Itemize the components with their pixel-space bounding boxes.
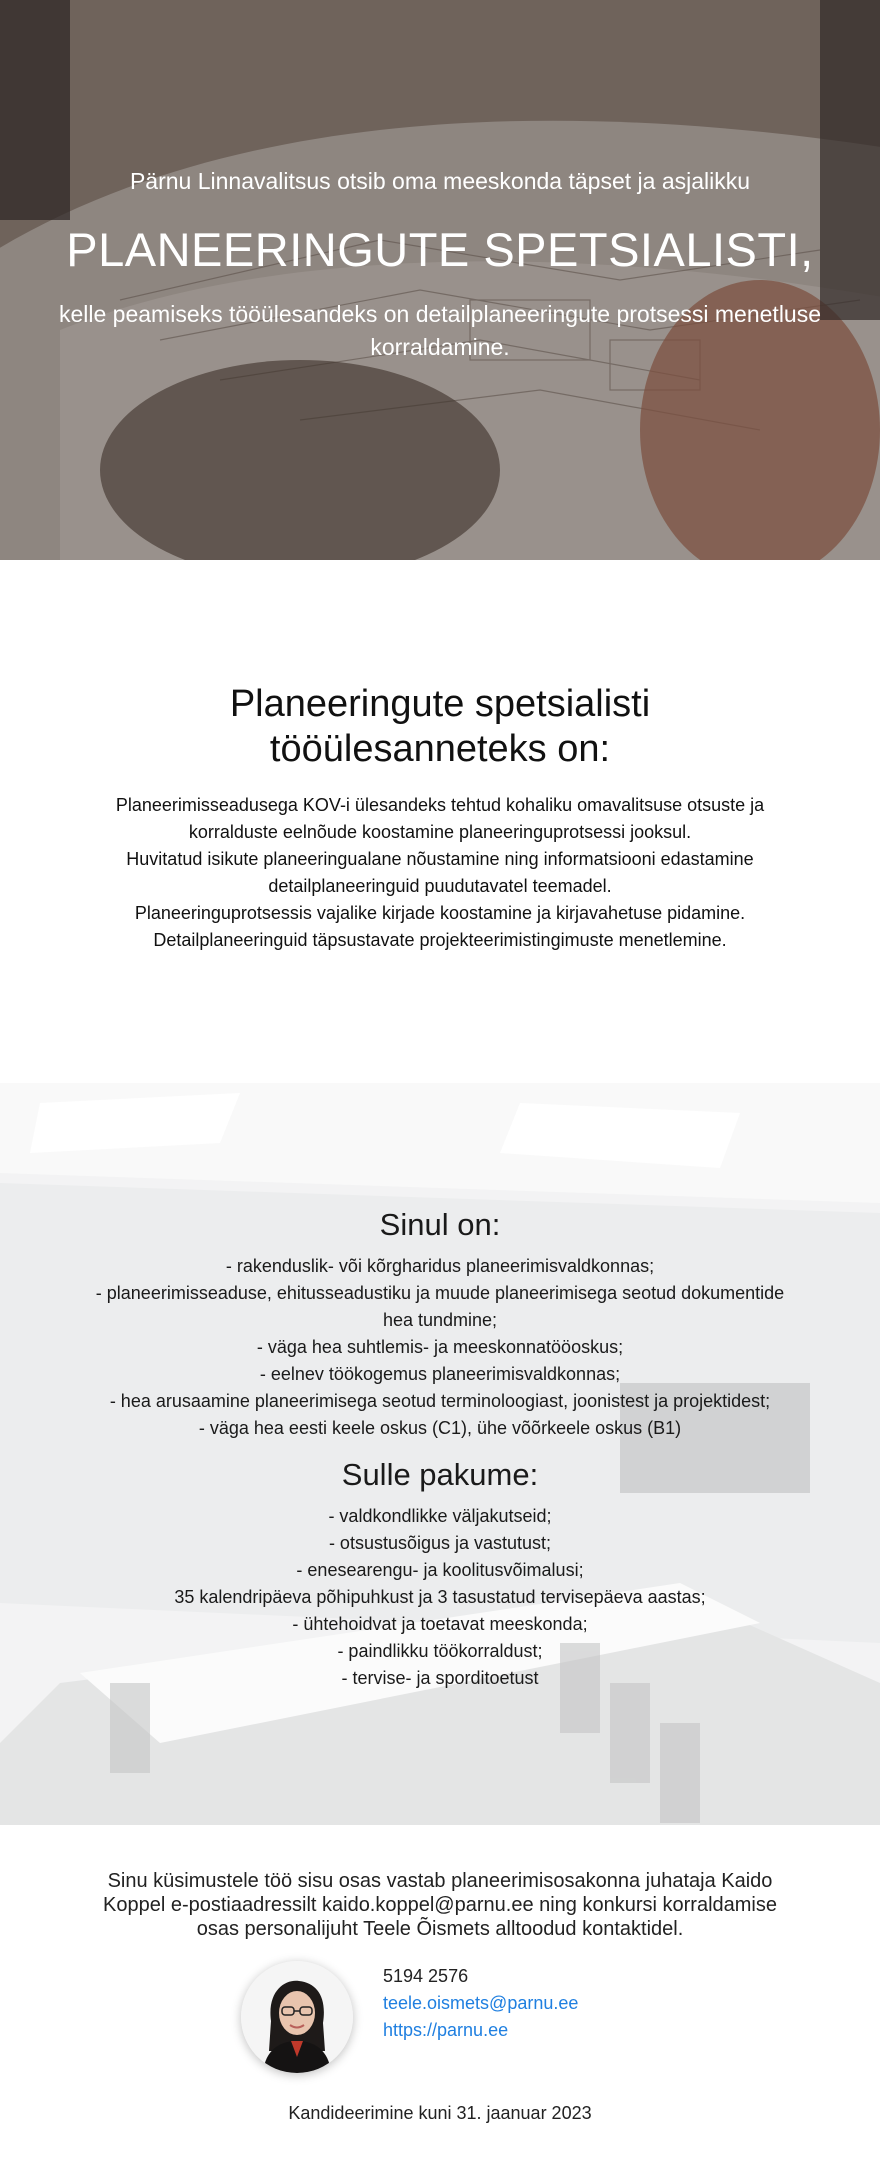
duty-item: Huvitatud isikute planeeringualane nõustamine ning informatsiooni edastamine detailplaneeringuid puudutavatel teemadel. [126, 849, 754, 896]
hero-content [0, 0, 880, 560]
duties-heading-line2: tööülesanneteks on: [269, 728, 611, 770]
contact-details [383, 1963, 578, 2044]
duty-item: Detailplaneeringuid täpsustavate projekteerimistingimuste menetlemine. [153, 930, 727, 950]
requirement-item: - eelnev töökogemus planeerimisvaldkonnas; [259, 1364, 621, 1384]
benefits-list [90, 1503, 790, 1692]
requirements-benefits-section [0, 1083, 880, 1825]
benefit-item: - paindlikku töökorraldust; [337, 1641, 543, 1661]
requirement-item: - rakenduslik- või kõrgharidus planeerimisvaldkonnas; [225, 1256, 655, 1276]
requirement-item: - väga hea suhtlemis- ja meeskonnatööoskus; [256, 1337, 624, 1357]
avatar [241, 1961, 353, 2073]
benefit-item: - tervise- ja sporditoetust [341, 1668, 539, 1688]
hero-subtitle: kelle peamiseks tööülesandeks on detailplaneeringute protsessi menetluse korraldamine. [58, 301, 822, 360]
duties-heading-line1: Planeeringute spetsialisti [229, 683, 651, 725]
offer-overlay [0, 1083, 880, 1825]
requirements-heading: Sinul on: [379, 1207, 501, 1242]
duty-item: Planeeringuprotsessis vajalike kirjade koostamine ja kirjavahetuse pidamine. [134, 903, 746, 923]
benefits-heading: Sulle pakume: [341, 1457, 539, 1492]
contact-text: Sinu küsimustele töö sisu osas vastab planeerimisosakonna juhataja Kaido Koppel e-postiaadressilt kaido.koppel@parnu.ee ning konkursi korraldamise osas personalijuht Teele Õismets alltoodud kontaktidel. [102, 1870, 777, 1940]
hero-kicker: Pärnu Linnavalitsus otsib oma meeskonda täpset ja asjalikku [129, 168, 751, 194]
duties-list [105, 792, 775, 954]
application-deadline: Kandideerimine kuni 31. jaanuar 2023 [288, 2103, 592, 2123]
requirement-item: - hea arusaamine planeerimisega seotud terminoloogiast, joonistest ja projektidest; [109, 1391, 771, 1411]
requirement-item: - väga hea eesti keele oskus (C1), ühe võõrkeele oskus (B1) [198, 1418, 682, 1438]
contact-email-link[interactable]: teele.oismets@parnu.ee [383, 1993, 579, 2013]
contact-website-link[interactable]: https://parnu.ee [383, 2020, 509, 2040]
requirement-item: - planeerimisseaduse, ehitusseadustiku ja muude planeerimisega seotud dokumentide hea tundmine; [95, 1283, 785, 1330]
duties-section [0, 560, 880, 1083]
contact-person-portrait [241, 1961, 353, 2073]
benefit-item: 35 kalendripäeva põhipuhkust ja 3 tasustatud tervisepäeva aastas; [174, 1587, 706, 1607]
hero-title: PLANEERINGUTE SPETSIALISTI, [66, 223, 814, 276]
duties-heading [0, 682, 880, 772]
hero-banner [0, 0, 880, 560]
duty-item: Planeerimisseadusega KOV-i ülesandeks tehtud kohaliku omavalitsuse otsuste ja korralduste eelnõude koostamine planeeringuprotsessi jooksul. [115, 795, 765, 842]
benefit-item: - valdkondlikke väljakutseid; [328, 1506, 552, 1526]
contact-section [0, 1825, 880, 2164]
benefit-item: - enesearengu- ja koolitusvõimalusi; [296, 1560, 584, 1580]
benefit-item: - ühtehoidvat ja toetavat meeskonda; [292, 1614, 588, 1634]
contact-phone: 5194 2576 [383, 1966, 469, 1986]
benefit-item: - otsustusõigus ja vastutust; [328, 1533, 552, 1553]
requirements-list [90, 1253, 790, 1442]
